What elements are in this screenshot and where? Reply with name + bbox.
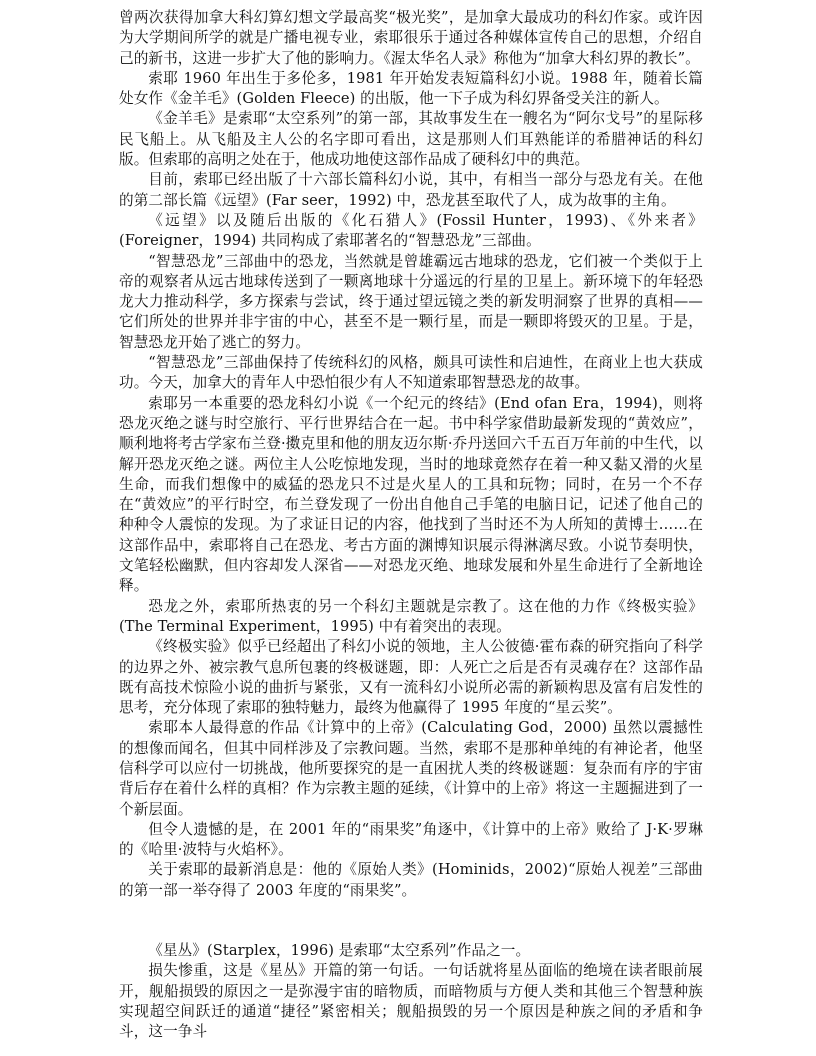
paragraph-starplex-intro: 《星丛》(Starplex，1996) 是索耶“太空系列”作品之一。	[148, 942, 531, 960]
paragraph-birth: 索耶 1960 年出生于多伦多，1981 年开始发表短篇科幻小说。1988 年，随着长篇处女作《金羊毛》(Golden Fleece) 的出版，他一下子成为科幻界备受关注的新人。	[119, 69, 703, 108]
paragraph-hominids: 关于索耶的最新消息是：他的《原始人类》(Hominids，2002)“原始人视差”三部曲的第一部一举夺得了 2003 年度的“雨果奖”。	[119, 861, 703, 899]
section-gap	[119, 901, 703, 941]
paragraph-far-seer: 目前，索耶已经出版了十六部长篇科幻小说，其中，有相当一部分与恐龙有关。在他的第二部长篇《远望》(Far seer，1992) 中，恐龙甚至取代了人，成为故事的主角。	[119, 171, 703, 209]
paragraph-golden-fleece: 《金羊毛》是索耶“太空系列”的第一部，其故事发生在一艘名为“阿尔戈号”的星际移民飞船上。从飞船及主人公的名字即可看出，这是那则人们耳熟能详的希腊神话的科幻版。但索耶的高明之处在于，他成功地使这部作品成了硬科幻中的典范。	[119, 110, 703, 169]
paragraph-trilogy: 《远望》以及随后出版的《化石猎人》(Fossil Hunter，1993)、《外来者》(Foreigner，1994) 共同构成了索耶著名的“智慧恐龙”三部曲。	[119, 211, 703, 250]
paragraph-trilogy-success: “智慧恐龙”三部曲保持了传统科幻的风格，颇具可读性和启迪性，在商业上也大获成功。今天，加拿大的青年人中恐怕很少有人不知道索耶智慧恐龙的故事。	[119, 354, 703, 392]
paragraph-end-of-era: 索耶另一本重要的恐龙科幻小说《一个纪元的终结》(End ofan Era，1994)，则将恐龙灭绝之谜与时空旅行、平行世界结合在一起。书中科学家借助最新发现的“黄效应”，顺利地将考古学家布兰登·擞克里和他的朋友迈尔斯·乔丹送回六千五百万年前的中生代，以解开恐龙灭绝之谜。两位主人公吃惊地发现，当时的地球竟然存在着一种又黏又滑的火星生命，而我们想像中的威猛的恐龙只不过是火星人的工具和玩物；同时，在另一个不存在“黄效应”的平行时空，布兰登发现了一份出自他自己手笔的电脑日记，记述了他自己的种种令人震惊的发现。为了求证日记的内容，他找到了当时还不为人所知的黄博士……在这部作品中，索耶将自己在恐龙、考古方面的渊博知识展示得淋漓尽致。小说节奏明快，文笔轻松幽默，但内容却发人深省——对恐龙灭绝、地球发展和外星生命进行了全新地诠释。	[119, 394, 703, 595]
paragraph-hugo-loss: 但令人遗憾的是，在 2001 年的“雨果奖”角逐中，《计算中的上帝》败给了 J·K·罗琳的《哈里·波特与火焰杯》。	[119, 820, 703, 859]
paragraph-terminal-experiment: 《终极实验》似乎已经超出了科幻小说的领地，主人公彼德·霍布森的研究指向了科学的边界之外、被宗教气息所包裹的终极谜题，即：人死亡之后是否有灵魂存在？这部作品既有高技术惊险小说的曲折与紧张，又有一流科幻小说所必需的新颖构思及富有启发性的思考，充分体现了索耶的独特魅力，最终为他赢得了 1995 年度的“星云奖”。	[119, 638, 703, 717]
paragraph-intro: 曾两次获得加拿大科幻算幻想文学最高奖“极光奖”，是加拿大最成功的科幻作家。或许因为大学期间所学的就是广播电视专业，索耶很乐于通过各种媒体宣传自己的思想，介绍自己的新书，这进一步扩大了他的影响力。《渥太华名人录》称他为“加拿大科幻界的教长”。	[119, 9, 703, 67]
paragraph-religion: 恐龙之外，索耶所热衷的另一个科幻主题就是宗教了。这在他的力作《终极实验》(The Terminal Experiment，1995) 中有着突出的表现。	[119, 597, 703, 635]
paragraph-starplex-opening: 损失惨重，这是《星丛》开篇的第一句话。一句话就将星丛面临的绝境在读者眼前展开，舰船损毁的原因之一是弥漫宇宙的暗物质，而暗物质与方便人类和其他三个智慧种族实现超空间跃迁的通道“捷径”紧密相关；舰船损毁的另一个原因是种族之间的矛盾和争斗，这一争斗	[119, 962, 703, 1041]
document-page	[119, 8, 703, 1043]
paragraph-calculating-god: 索耶本人最得意的作品《计算中的上帝》(Calculating God，2000) 虽然以震撼性的想像而闻名，但其中同样涉及了宗教问题。当然，索耶不是那种单纯的有神论者，他坚信科学可以应付一切挑战，他所要探究的是一直困扰人类的终极谜题：复杂而有序的宇宙背后存在着什么样的真相？作为宗教主题的延续，《计算中的上帝》将这一主题掘进到了一个新层面。	[119, 719, 703, 818]
paragraph-dinosaur-plot: “智慧恐龙”三部曲中的恐龙，当然就是曾雄霸远古地球的恐龙，它们被一个类似于上帝的观察者从远古地球传送到了一颗离地球十分遥远的行星的卫星上。新环境下的年轻恐龙大力推动科学，多方探索与尝试，终于通过望远镜之类的新发明洞察了世界的真相——它们所处的世界并非宇宙的中心，甚至不是一颗行星，而是一颗即将毁灭的卫星。于是，智慧恐龙开始了逃亡的努力。	[119, 252, 703, 351]
